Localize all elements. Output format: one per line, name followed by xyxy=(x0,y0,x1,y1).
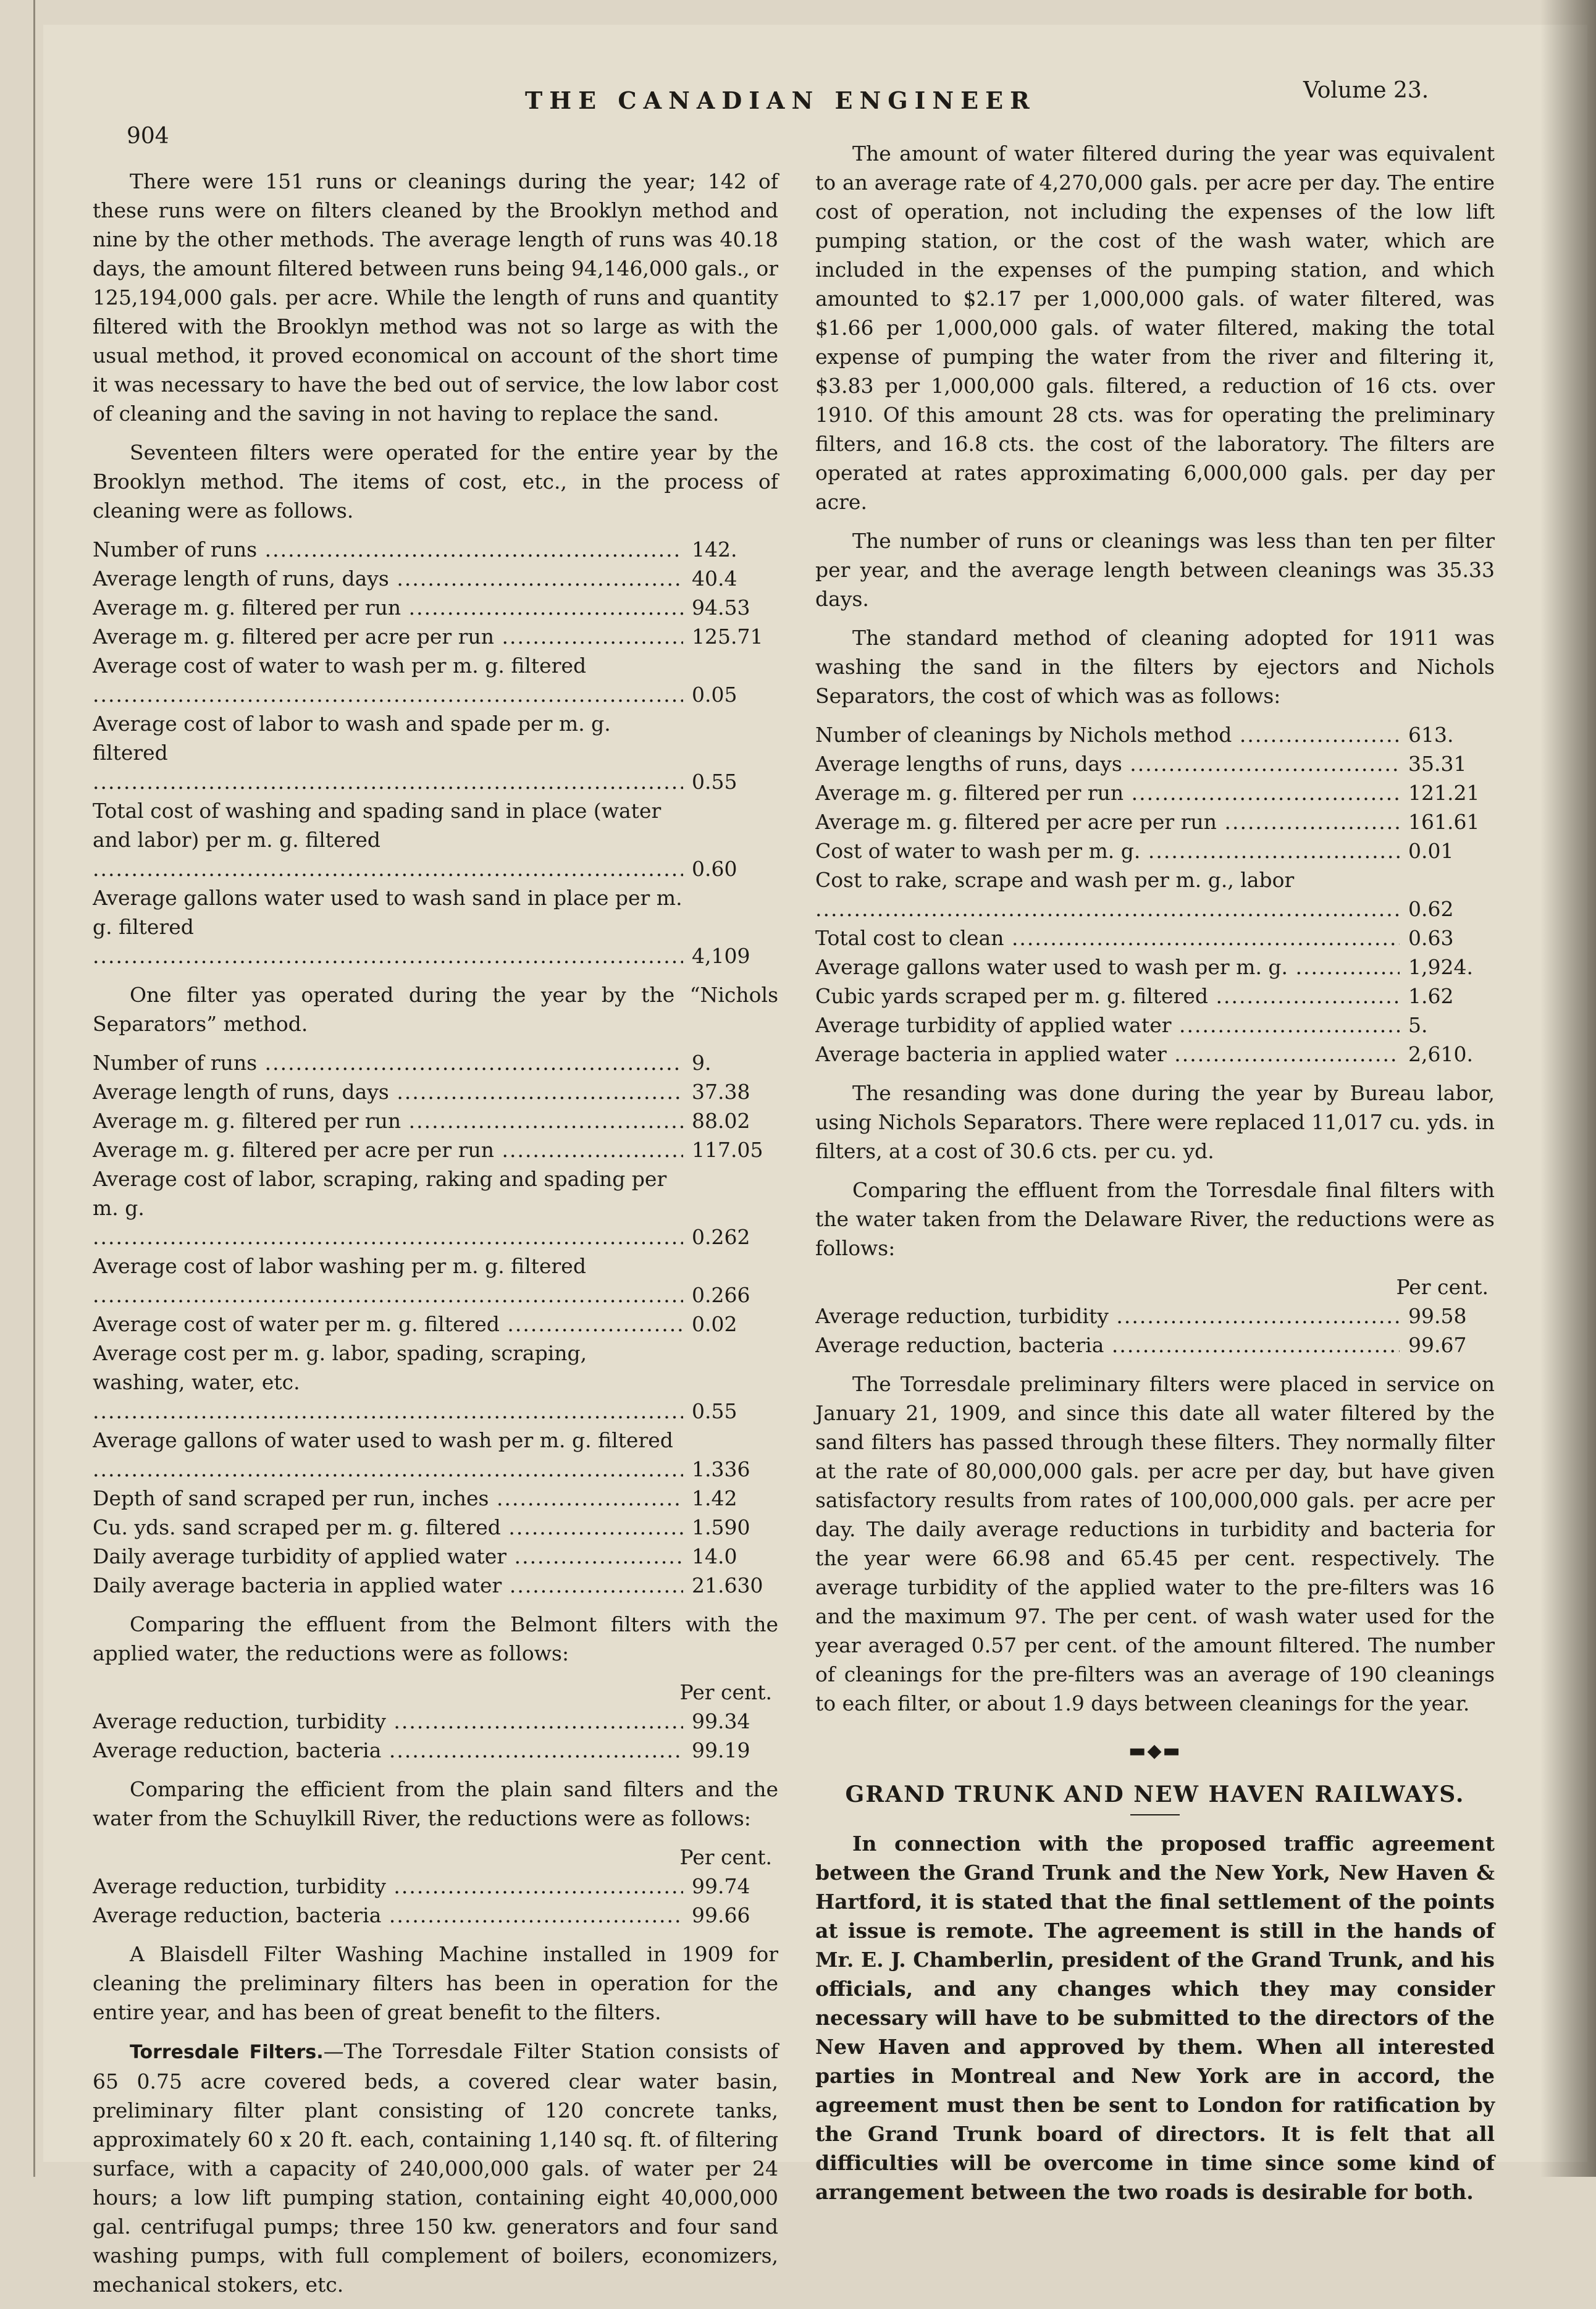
table-row xyxy=(93,1251,778,1310)
row-value: 0.02 xyxy=(692,1312,737,1336)
table-row xyxy=(93,593,778,622)
belmont-reduction-list xyxy=(93,1707,778,1765)
row-label: Daily average turbidity of applied water ..... xyxy=(93,1542,683,1571)
table-row xyxy=(93,1135,778,1164)
paragraph: One filter yas operated during the year by the “Nichols Separators” method. xyxy=(93,983,778,1036)
nichols-standard-list xyxy=(815,720,1495,1069)
table-row xyxy=(93,1571,778,1600)
paragraph: Comparing the effluent from the Torresdale final filters with the water taken from the Delaware River, the reductions were as follows: xyxy=(815,1178,1495,1260)
row-label: Average lengths of runs, days ..... xyxy=(815,749,1400,778)
row-label: Average gallons water used to wash sand in place per m. g. filtered ..... xyxy=(93,883,683,970)
row-label: Average reduction, turbidity ..... xyxy=(93,1707,683,1736)
table-row xyxy=(815,982,1495,1011)
row-label: Number of cleanings by Nichols method ..... xyxy=(815,720,1400,749)
row-value: 117.05 xyxy=(692,1138,763,1162)
row-label: Average cost of labor, scraping, raking and spading per m. g. ..... xyxy=(93,1164,683,1251)
row-label: Average cost per m. g. labor, spading, scraping, washing, water, etc. ..... xyxy=(93,1339,683,1426)
row-value: 1.590 xyxy=(692,1515,750,1539)
row-value: 125.71 xyxy=(692,625,763,649)
paragraph-text: —The Torresdale Filter Station consists of 65 0.75 acre covered beds, a covered clear water basin, preliminary filter plant consisting of 120 concrete tanks, approximately 60 x 20 ft. each, containing 1,140 sq. ft. of filtering surface, with a capacity of 240,000,000 gals. of water per 24 hours; a low lift pumping station, containing eight 40,000,000 gal. centrifugal pumps; three 150 kw. generators and four sand washing pumps, with full complement of boilers, economizers, mechanical stokers, etc. xyxy=(93,2039,778,2297)
paragraph: In connection with the proposed traffic agreement between the Grand Trunk and the New York, New Haven & Hartford, it is stated that the final settlement of the points at issue is remote. The agreement is still in the hands of Mr. E. J. Chamberlin, president of the Grand Trunk, and his officials, and any changes which they may consider necessary will have to be submitted to the directors of the New Haven and approved by them. When all interested parties in Montreal and New York are in accord, the agreement must then be sent to London for ratification by the Grand Trunk board of directors. It is felt that all difficulties will be overcome in time since some kind of arrangement between the two roads is desirable for both. xyxy=(815,1832,1495,2204)
row-value: 0.266 xyxy=(692,1283,750,1307)
page-number: 904 xyxy=(127,124,169,149)
table-row xyxy=(93,622,778,651)
row-label: Number of runs ..... xyxy=(93,535,683,564)
table-row xyxy=(93,709,778,796)
row-value: 5. xyxy=(1408,1013,1428,1037)
row-value: 1.42 xyxy=(692,1486,737,1510)
table-row xyxy=(93,1426,778,1484)
table-row xyxy=(93,796,778,883)
row-value: 99.19 xyxy=(692,1738,750,1762)
paragraph: The standard method of cleaning adopted for 1911 was washing the sand in the filters by ejectors and Nichols Separators, the cost of which was as follows: xyxy=(815,626,1495,708)
row-label: Total cost to clean ..... xyxy=(815,923,1400,953)
run-in-heading: Torresdale Filters. xyxy=(130,2042,324,2063)
row-value: 121.21 xyxy=(1408,781,1480,805)
table-row xyxy=(815,720,1495,749)
row-value: 0.262 xyxy=(692,1225,750,1249)
table-row xyxy=(93,1872,778,1901)
paragraph: The resanding was done during the year by Bureau labor, using Nichols Separators. There were replaced 11,017 cu. yds. in filters, at a cost of 30.6 cts. per cu. yd. xyxy=(815,1081,1495,1163)
row-label: Average length of runs, days ..... xyxy=(93,564,683,593)
row-value: 1.62 xyxy=(1408,984,1454,1008)
paragraph: The amount of water filtered during the year was equivalent to an average rate of 4,270,000 gals. per acre per day. The entire cost of operation, not including the expenses of the low lift pumping station, or the cost of the wash water, which are included in the expenses of the pumping station, and which amounted to $2.17 per 1,000,000 gals. of water filtered, was $1.66 per 1,000,000 gals. of water filtered, making the total expense of pumping the water from the river and filtering it, $3.83 per 1,000,000 gals. filtered, a reduction of 16 cts. over 1910. Of this amount 28 cts. was for operating the preliminary filters, and 16.8 cts. the cost of the laboratory. The filters are operated at rates approximating 6,000,000 gals. per day per acre. xyxy=(815,141,1495,514)
per-cent-heading: Per cent. xyxy=(679,1845,772,1869)
row-value: 142. xyxy=(692,537,737,561)
table-row xyxy=(815,1302,1495,1331)
row-label: Average reduction, turbidity ..... xyxy=(93,1872,683,1901)
row-label: Average m. g. filtered per run ..... xyxy=(93,593,683,622)
table-row xyxy=(93,1484,778,1513)
torresdale-paragraph xyxy=(93,2037,778,2299)
row-value: 21.630 xyxy=(692,1573,763,1597)
row-label: Average reduction, turbidity ..... xyxy=(815,1302,1400,1331)
table-row xyxy=(93,651,778,709)
table-row xyxy=(93,1736,778,1765)
row-label: Average m. g. filtered per acre per run ..... xyxy=(93,622,683,651)
title-rule xyxy=(1130,1814,1180,1815)
paragraph: The number of runs or cleanings was less than ten per filter per year, and the average length between cleanings was 35.33 days. xyxy=(815,529,1495,611)
table-row xyxy=(93,1513,778,1542)
table-row xyxy=(815,1011,1495,1040)
page-edge-rule xyxy=(33,0,35,2177)
row-value: 37.38 xyxy=(692,1080,750,1104)
table-row xyxy=(93,535,778,564)
row-label: Average cost of labor to wash and spade per m. g. filtered ..... xyxy=(93,709,683,796)
table-row xyxy=(93,1106,778,1135)
row-label: Average gallons of water used to wash per m. g. filtered ..... xyxy=(93,1426,683,1484)
per-cent-heading: Per cent. xyxy=(1396,1275,1489,1299)
row-label: Average bacteria in applied water ..... xyxy=(815,1040,1400,1069)
journal-title: THE CANADIAN ENGINEER xyxy=(525,86,1036,114)
right-column xyxy=(815,139,1495,2216)
row-label: Cost of water to wash per m. g. ..... xyxy=(815,836,1400,865)
row-label: Average m. g. filtered per acre per run ..... xyxy=(93,1135,683,1164)
row-label: Average gallons water used to wash per m. g. ..... xyxy=(815,953,1400,982)
table-row xyxy=(93,1310,778,1339)
row-value: 99.67 xyxy=(1408,1333,1467,1357)
row-label: Average length of runs, days ..... xyxy=(93,1077,683,1106)
table-row xyxy=(815,865,1495,923)
row-label: Daily average bacteria in applied water ..... xyxy=(93,1571,683,1600)
table-row xyxy=(815,749,1495,778)
row-value: 40.4 xyxy=(692,566,737,591)
paragraph: A Blaisdell Filter Washing Machine installed in 1909 for cleaning the preliminary filters has been in operation for the entire year, and has been of great benefit to the filters. xyxy=(93,1942,778,2024)
row-value: 99.66 xyxy=(692,1903,750,1927)
row-value: 0.63 xyxy=(1408,926,1454,950)
paragraph: There were 151 runs or cleanings during the year; 142 of these runs were on filters cleaned by the Brooklyn method and nine by the other methods. The average length of runs was 40.18 days, the amount filtered between runs being 94,146,000 gals., or 125,194,000 gals. per acre. While the length of runs and quantity filtered with the Brooklyn method was not so large as with the usual method, it proved economical on account of the short time it was necessary to have the bed out of service, the low labor cost of cleaning and the saving in not having to replace the sand. xyxy=(93,169,778,426)
row-label: Number of runs ..... xyxy=(93,1048,683,1077)
row-label: Total cost of washing and spading sand in place (water and labor) per m. g. filtered ..... xyxy=(93,796,683,883)
row-label: Average reduction, bacteria ..... xyxy=(815,1331,1400,1360)
row-value: 0.55 xyxy=(692,770,737,794)
table-row xyxy=(93,1048,778,1077)
binding-shadow xyxy=(1540,0,1596,2177)
row-label: Average m. g. filtered per run ..... xyxy=(93,1106,683,1135)
row-label: Cubic yards scraped per m. g. filtered ..... xyxy=(815,982,1400,1011)
row-value: 0.55 xyxy=(692,1399,737,1423)
table-row xyxy=(93,1542,778,1571)
row-value: 0.01 xyxy=(1408,839,1454,863)
table-row xyxy=(93,1077,778,1106)
brooklyn-cost-list xyxy=(93,535,778,970)
table-row xyxy=(815,778,1495,807)
volume-label: Volume 23. xyxy=(1303,78,1429,103)
row-value: 94.53 xyxy=(692,595,750,620)
table-row xyxy=(815,953,1495,982)
section-divider-ornament: ▬◆▬ xyxy=(1128,1740,1182,1762)
table-row xyxy=(93,1707,778,1736)
section-title: GRAND TRUNK AND NEW HAVEN RAILWAYS. xyxy=(845,1781,1465,1807)
row-value: 99.58 xyxy=(1408,1304,1467,1328)
table-row xyxy=(815,1040,1495,1069)
row-label: Average reduction, bacteria ..... xyxy=(93,1736,683,1765)
paragraph: Seventeen filters were operated for the entire year by the Brooklyn method. The items of cost, etc., in the process of cleaning were as follows. xyxy=(93,440,778,523)
table-row xyxy=(93,883,778,970)
row-value: 9. xyxy=(692,1051,712,1075)
per-cent-heading: Per cent. xyxy=(679,1680,772,1704)
row-label: Average m. g. filtered per acre per run ..... xyxy=(815,807,1400,836)
row-value: 2,610. xyxy=(1408,1042,1473,1066)
row-label: Average reduction, bacteria ..... xyxy=(93,1901,683,1930)
paragraph: Comparing the effluent from the Belmont filters with the applied water, the reductions were as follows: xyxy=(93,1612,778,1665)
row-label: Depth of sand scraped per run, inches ..... xyxy=(93,1484,683,1513)
table-row xyxy=(93,1901,778,1930)
row-value: 99.74 xyxy=(692,1874,750,1898)
table-row xyxy=(815,807,1495,836)
row-value: 14.0 xyxy=(692,1544,737,1568)
left-column xyxy=(93,167,778,2309)
table-row xyxy=(815,923,1495,953)
row-label: Cu. yds. sand scraped per m. g. filtered ..... xyxy=(93,1513,683,1542)
row-value: 88.02 xyxy=(692,1109,750,1133)
row-label: Average cost of water per m. g. filtered ..... xyxy=(93,1310,683,1339)
nichols-single-filter-list xyxy=(93,1048,778,1600)
schuylkill-reduction-list xyxy=(93,1872,778,1930)
row-value: 161.61 xyxy=(1408,810,1480,834)
row-label: Average cost of water to wash per m. g. filtered ..... xyxy=(93,651,683,709)
row-label: Average m. g. filtered per run ..... xyxy=(815,778,1400,807)
row-value: 35.31 xyxy=(1408,752,1467,776)
row-value: 4,109 xyxy=(692,944,750,968)
row-value: 0.62 xyxy=(1408,897,1454,921)
row-value: 613. xyxy=(1408,723,1454,747)
table-row xyxy=(93,564,778,593)
row-label: Average cost of labor washing per m. g. filtered ..... xyxy=(93,1251,683,1310)
row-value: 1,924. xyxy=(1408,955,1473,979)
paragraph: Comparing the efficient from the plain sand filters and the water from the Schuylkill River, the reductions were as follows: xyxy=(93,1777,778,1830)
row-label: Average turbidity of applied water ..... xyxy=(815,1011,1400,1040)
row-value: 0.60 xyxy=(692,857,737,881)
delaware-reduction-list xyxy=(815,1302,1495,1360)
table-row xyxy=(93,1164,778,1251)
row-value: 0.05 xyxy=(692,683,737,707)
row-value: 99.34 xyxy=(692,1709,750,1733)
table-row xyxy=(815,1331,1495,1360)
table-row xyxy=(815,836,1495,865)
paragraph: The Torresdale preliminary filters were placed in service on January 21, 1909, and since this date all water filtered by the sand filters has passed through these filters. They normally filter at the rate of 80,000,000 gals. per acre per day, but have given satisfactory results from rates of 100,000,000 gals. per acre per day. The daily average reductions in turbidity and bacteria for the year were 66.98 and 65.45 per cent. respectively. The average turbidity of the applied water to the pre-filters was 16 and the maximum 97. The per cent. of wash water used for the year averaged 0.57 per cent. of the amount filtered. The number of cleanings for the pre-filters was an average of 190 cleanings to each filter, or about 1.9 days between cleanings for the year. xyxy=(815,1372,1495,1715)
table-row xyxy=(93,1339,778,1426)
row-label: Cost to rake, scrape and wash per m. g., labor ..... xyxy=(815,865,1400,923)
row-value: 1.336 xyxy=(692,1457,750,1481)
